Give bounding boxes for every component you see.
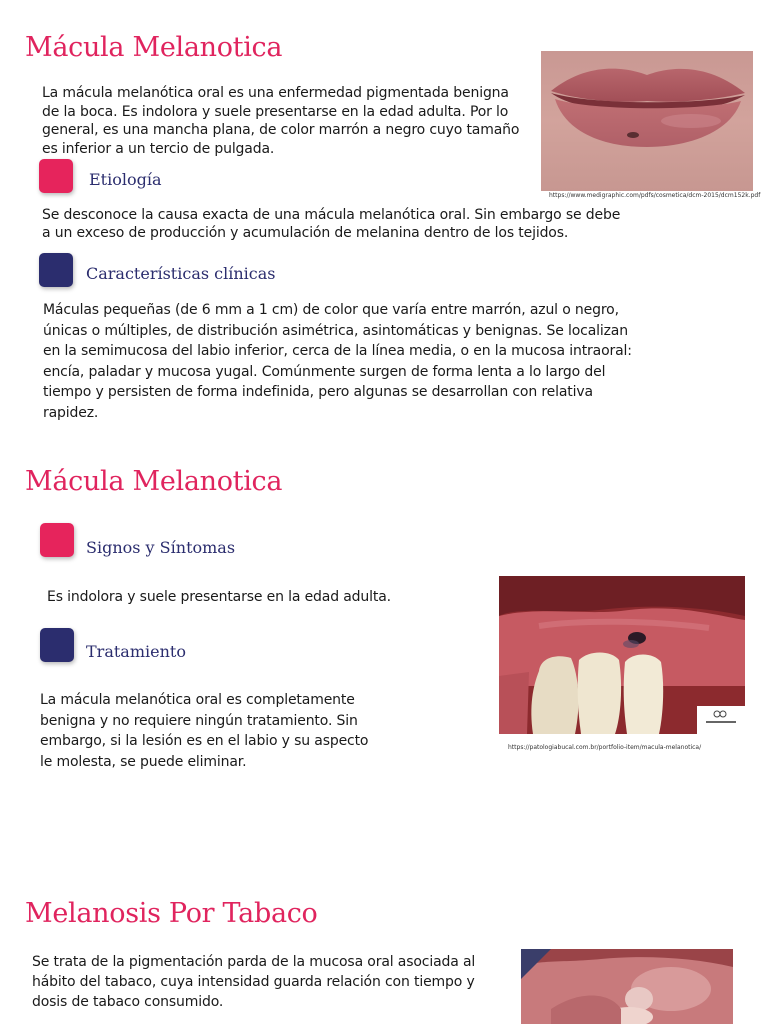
section3-intro: Se trata de la pigmentación parda de la mucosa oral asociada al hábito del tabaco, cuya intensidad guarda relación con tiempo y dosis de tabaco consumido. (32, 954, 476, 1010)
clinicas-text: Máculas pequeñas (de 6 mm a 1 cm) de color que varía entre marrón, azul o negro, únicas o múltiples, de distribución asimétrica, asintomáticas y benignas. Se localizan en la semimucosa del labio inferior, cerca de la línea media, o en la mucosa intraoral: encía, paladar y mucosa yugal. Comúnmente surgen de forma lenta a lo largo del tiempo y persisten de forma indefinida, pero algunas se desarrollan con relativa rapidez. (43, 302, 632, 421)
gum-photo-caption: https://patologiabucal.com.br/portfolio-item/macula-melanotica/ (508, 744, 702, 751)
clinicas-heading: Características clínicas (86, 264, 276, 283)
tratamiento-text: La mácula melanótica oral es completamente benigna y no requiere ningún tratamiento. Sin embargo, si la lesión es en el labio y su aspecto le molesta, se puede eliminar. (40, 692, 369, 771)
section2-title: Mácula Melanotica (25, 466, 283, 497)
mouth-photo (521, 949, 733, 1024)
section1-intro: La mácula melanótica oral es una enfermedad pigmentada benigna de la boca. Es indolora y suele presentarse en la edad adulta. Por lo general, es una mancha plana, de color marrón a negro cuyo tamaño es inferior a un tercio de pulgada. (42, 85, 520, 157)
signos-heading: Signos y Síntomas (86, 538, 236, 557)
signos-marker (40, 523, 74, 557)
signos-text: Es indolora y suele presentarse en la edad adulta. (47, 589, 391, 605)
etiologia-text: Se desconoce la causa exacta de una mácula melanótica oral. Sin embargo se debe a un exceso de producción y acumulación de melanina dentro de los tejidos. (42, 207, 621, 241)
etiologia-heading: Etiología (89, 170, 162, 189)
clinicas-marker (39, 253, 73, 287)
gum-photo (499, 576, 745, 734)
tratamiento-marker (40, 628, 74, 662)
tratamiento-heading: Tratamiento (86, 642, 186, 661)
lip-photo-caption: https://www.medigraphic.com/pdfs/cosmetica/dcm-2015/dcm152k.pdf (549, 192, 761, 199)
etiologia-marker (39, 159, 73, 193)
section3-title: Melanosis Por Tabaco (25, 898, 318, 929)
section1-title: Mácula Melanotica (25, 32, 283, 63)
lip-photo (541, 51, 753, 191)
